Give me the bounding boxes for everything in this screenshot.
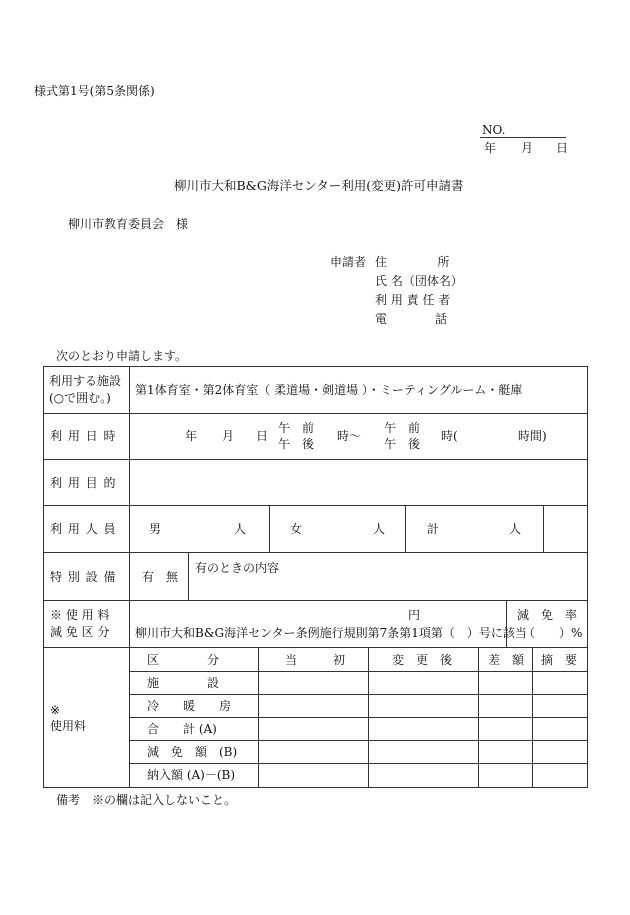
people-divider [269,505,270,552]
fee-header-category: 区 分 [147,653,220,667]
datetime-month: 月 [222,429,235,443]
equipment-yes-no: 有 無 [142,570,179,584]
start-pm-label: 午 後 [278,437,315,451]
equipment-detail-label: 有のときの内容 [195,561,280,575]
reduction-rate-value: （ ）% [523,626,583,640]
people-label: 利 用 人 員 [50,522,117,536]
fee-table-mark: ※ [50,703,61,717]
addressee: 柳川市教育委員会 様 [68,217,189,231]
date-day-label: 日 [556,141,569,155]
fee-row-aircon: 冷 暖 房 [147,699,232,713]
fee-category-label-line1: ※ 使 用 料 [50,608,110,622]
row-separator [43,647,588,648]
form-title: 柳川市大和B&G海洋センター利用(変更)許可申請書 [174,178,464,193]
people-divider [543,505,544,552]
row-separator [43,505,588,506]
fee-row-facility: 施 設 [147,676,220,690]
date-year-label: 年 [484,141,497,155]
table-bottom-border [43,787,588,788]
fee-header-remarks: 摘 要 [541,653,578,667]
facility-options: 第1体育室・第2体育室（ 柔道場・剣道場 ）・ミーティングルーム・艇庫 [135,383,523,397]
fee-header-original: 当 初 [285,653,346,667]
applicant-address-label: 住 所 [375,255,451,269]
start-am-label: 午 前 [278,421,315,435]
fee-row-payment: 納入額 (A)－(B) [147,768,236,782]
table-right-border [587,366,588,787]
end-am-label: 午 前 [384,421,421,435]
equipment-divider [188,552,189,600]
document-no-label: NO. [482,123,506,137]
form-number: 様式第1号(第5条関係) [34,84,155,98]
total-unit: 人 [509,522,522,536]
female-unit: 人 [373,522,386,536]
end-pm-label: 午 後 [384,437,421,451]
datetime-label: 利 用 日 時 [50,429,117,443]
fee-row-total: 合 計 (A) [147,722,217,736]
fee-row-reduction: 減 免 額 (B) [147,745,238,759]
fee-table-col-line [258,647,259,787]
total-label: 計 [427,522,440,536]
table-left-border [43,366,44,787]
fee-table-row-line [129,717,587,718]
row-separator [43,552,588,553]
fee-table-row-line [129,694,587,695]
fee-table-col-line [532,647,533,787]
fee-category-label-line2: 減 免 区 分 [50,625,110,639]
applicant-name-label: 氏 名（団体名） [375,274,463,288]
fee-yen-label: 円 [408,608,421,622]
hour-to-label: 時( [441,429,458,443]
remarks-note: 備考 ※の欄は記入しないこと。 [56,793,237,807]
fee-table-row-line [129,671,587,672]
applicant-label: 申請者 [330,255,367,269]
equipment-label: 特 別 設 備 [50,570,117,584]
fee-header-difference: 差 額 [488,653,525,667]
document-no-underline [480,137,566,138]
row-separator [43,413,588,414]
date-month-label: 月 [521,141,534,155]
purpose-label: 利 用 目 的 [50,476,117,490]
intro-text: 次のとおり申請します。 [56,349,188,363]
applicant-manager-label: 利 用 責 任 者 [375,293,451,307]
fee-table-side-label: 使用料 [50,719,87,733]
female-label: 女 [290,522,303,536]
facility-label-line1: 利用する施設 [49,374,122,388]
table-top-border [43,366,588,367]
fee-header-changed: 変 更 後 [392,653,453,667]
label-column-divider [129,366,130,787]
fee-regulation-text: 柳川市大和B&G海洋センター条例施行規則第7条第1項第（ ）号に該当 [135,626,527,640]
fee-table-col-line [478,647,479,787]
hour-from-label: 時〜 [337,429,362,443]
row-separator [43,459,588,460]
fee-table-row-line [129,763,587,764]
fee-table-col-line [368,647,369,787]
male-unit: 人 [234,522,247,536]
male-label: 男 [149,522,162,536]
datetime-day: 日 [256,429,269,443]
datetime-year: 年 [185,429,198,443]
people-divider [405,505,406,552]
duration-label: 時間) [518,429,547,443]
reduction-rate-label: 減 免 率 [517,608,578,622]
applicant-phone-label: 電 話 [375,312,448,326]
fee-table-row-line [129,740,587,741]
facility-label-line2: (○で囲む。) [49,391,111,405]
